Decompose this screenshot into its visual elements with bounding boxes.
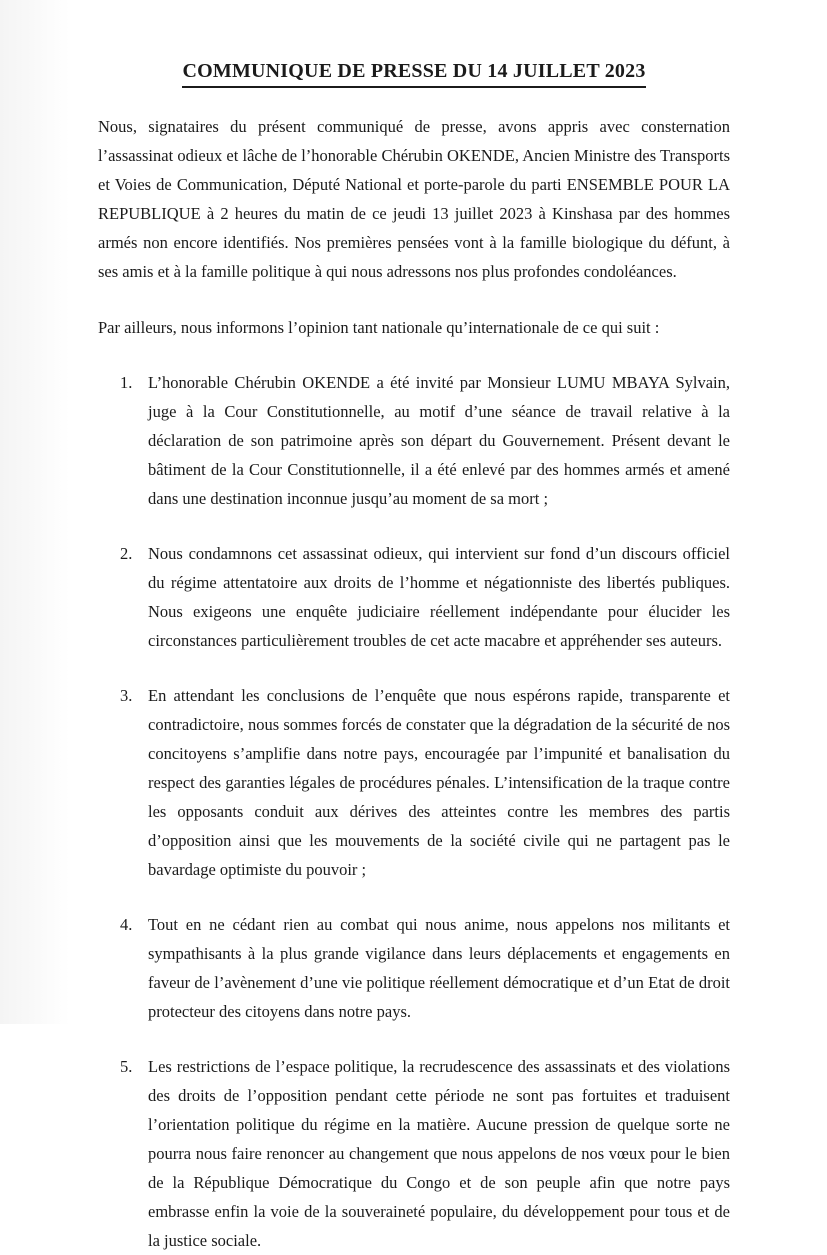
list-item-number: 3. — [120, 686, 133, 705]
list-item — [120, 681, 730, 884]
second-paragraph: Par ailleurs, nous informons l’opinion tant nationale qu’internationale de ce qui suit : — [98, 318, 660, 337]
document-title — [98, 60, 730, 88]
list-item-number: 1. — [120, 373, 133, 392]
list-item-number: 2. — [120, 544, 133, 563]
list-item — [120, 1052, 730, 1255]
document-body — [98, 112, 730, 1255]
list-item-number: 5. — [120, 1057, 133, 1076]
document-title-text: COMMUNIQUE DE PRESSE DU 14 JUILLET 2023 — [182, 60, 645, 88]
list-item-text: En attendant les conclusions de l’enquête que nous espérons rapide, transparente et contradictoire, nous sommes forcés de constater que la dégradation de la sécurité de nos concitoyens s’amplifie dans notre pays, encouragée par l’impunité et banalisation du respect des garanties légales de procédures pénales. L’intensification de la traque contre les opposants conduit aux dérives des atteintes contre les membres des partis d’opposition ainsi que les mouvements de la société civile qui ne partagent pas le bavardage optimiste du pouvoir ; — [148, 686, 730, 879]
intro-paragraph: Nous, signataires du présent communiqué de presse, avons appris avec consternation l’assassinat odieux et lâche de l’honorable Chérubin OKENDE, Ancien Ministre des Transports et Voies de Communication, Député National et porte-parole du parti ENSEMBLE POUR LA REPUBLIQUE à 2 heures du matin de ce jeudi 13 juillet 2023 à Kinshasa par des hommes armés non encore identifiés. Nos premières pensées vont à la famille biologique du défunt, à ses amis et à la famille politique à qui nous adressons nos plus profondes condoléances. — [98, 117, 730, 281]
list-item — [120, 910, 730, 1026]
list-item — [120, 539, 730, 655]
list-item-text: L’honorable Chérubin OKENDE a été invité par Monsieur LUMU MBAYA Sylvain, juge à la Cour Constitutionnelle, au motif d’une séance de travail relative à la déclaration de son patrimoine après son départ du Gouvernement. Présent devant le bâtiment de la Cour Constitutionnelle, il a été enlevé par des hommes armés et amené dans une destination inconnue jusqu’au moment de sa mort ; — [148, 373, 730, 508]
numbered-list — [98, 368, 730, 1255]
list-item-text: Les restrictions de l’espace politique, la recrudescence des assassinats et des violations des droits de l’opposition pendant cette période ne sont pas fortuites et traduisent l’orientation politique du régime en la matière. Aucune pression de quelque sorte ne pourra nous faire renoncer au changement que nous appelons de nos vœux pour le bien de la République Démocratique du Congo et de son peuple afin que notre pays embrasse enfin la voie de la souveraineté populaire, du développement pour tous et de la justice sociale. — [148, 1057, 730, 1250]
list-item — [120, 368, 730, 513]
list-item-text: Nous condamnons cet assassinat odieux, qui intervient sur fond d’un discours officiel du régime attentatoire aux droits de l’homme et négationniste des libertés publiques. Nous exigeons une enquête judiciaire réellement indépendante pour élucider les circonstances particulièrement troubles de cet acte macabre et appréhender ses auteurs. — [148, 544, 730, 650]
list-item-text: Tout en ne cédant rien au combat qui nous anime, nous appelons nos militants et sympathisants à la plus grande vigilance dans leurs déplacements et engagements en faveur de l’avènement d’une vie politique réellement démocratique et d’un Etat de droit protecteur des citoyens dans notre pays. — [148, 915, 730, 1021]
list-item-number: 4. — [120, 915, 133, 934]
